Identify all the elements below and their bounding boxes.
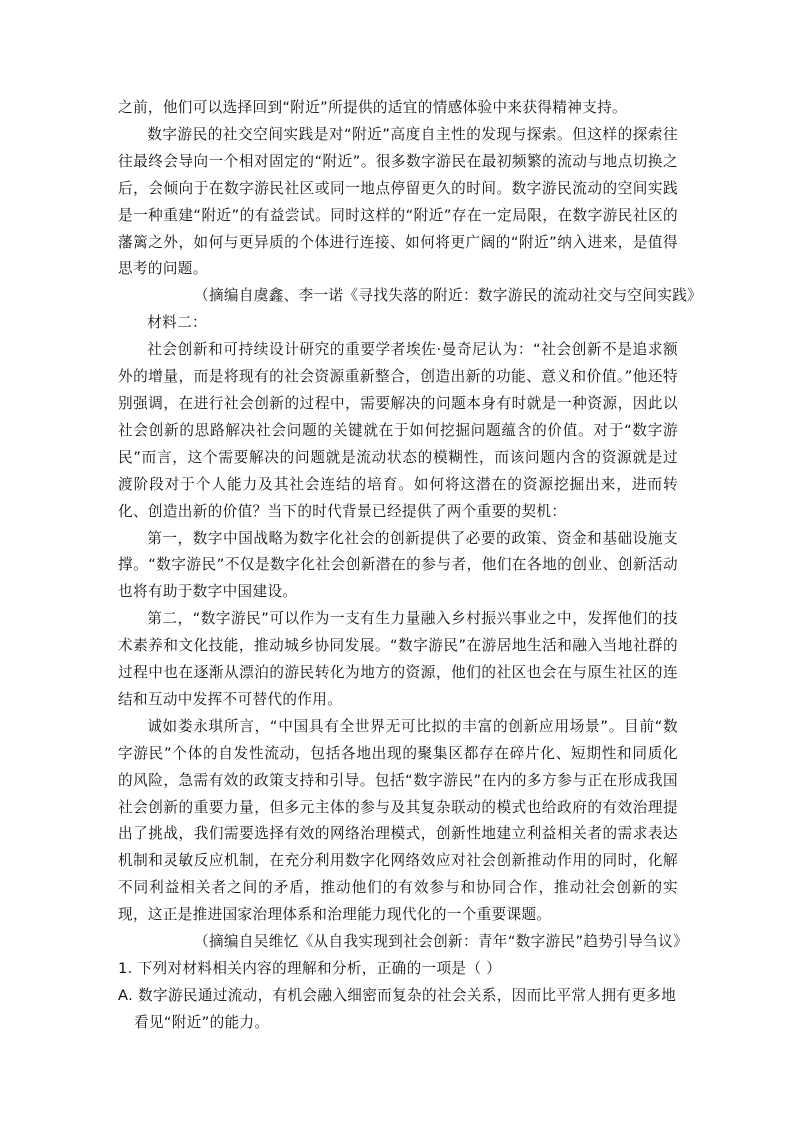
document-body [118, 95, 703, 1037]
material-two-heading: 材料二： [147, 314, 207, 332]
source-citation-2: （摘编自吴维忆《从自我实现到社会创新：青年“数字游民”趋势引导刍议》 [194, 933, 689, 951]
question-1-stem: 1. 下列对材料相关内容的理解和分析，正确的一项是（ ） [118, 960, 502, 977]
paragraph-social-innovation: 社会创新和可持续设计研究的重要学者埃佐·曼奇尼认为：“社会创新不是追求额外的增量，而是将现有的社会资源重新整合，创造出新的功能、意义和价值。”他还特别强调，在进行社会创新的过程中，需要解决的问题本身有时就是一种资源，因此以社会创新的思路解决社会问题的关键就在于如何挖掘问题蕴含的价值。对于“数字游民”而言，这个需要解决的问题就是流动状态的模糊性，而该问题内含的资源就是过渡阶段对于个人能力及其社会连结的培育。如何将这潜在的资源挖掘出来，进而转化、创造出新的价值？当下的时代背景已经提供了两个重要的契机： [118, 341, 678, 520]
paragraph-governance: 诚如娄永琪所言，“中国具有全世界无可比拟的丰富的创新应用场景”。目前“数字游民”个体的自发性流动，包括各地出现的聚集区都存在碎片化、短期性和同质化的风险，急需有效的政策支持和引导。包括“数字游民”在内的多方参与正在形成我国社会创新的重要力量，但多元主体的参与及其复杂联动的模式也给政府的有效治理提出了挑战，我们需要选择有效的网络治理模式，创新性地建立利益相关者的需求表达机制和灵敏反应机制，在充分利用数字化网络效应对社会创新推动作用的同时，化解不同利益相关者之间的矛盾，推动他们的有效参与和协同合作，推动社会创新的实现，这正是推进国家治理体系和治理能力现代化的一个重要课题。 [118, 717, 678, 924]
paragraph-spatial-practice: 数字游民的社交空间实践是对“附近”高度自主性的发现与探索。但这样的探索往往最终会导向一个相对固定的“附近”。很多数字游民在最初频繁的流动与地点切换之后，会倾向于在数字游民社区或同一地点停留更久的时间。数字游民流动的空间实践是一种重建“附近”的有益尝试。同时这样的“附近”存在一定局限，在数字游民社区的藩篱之外，如何与更异质的个体进行连接、如何将更广阔的“附近”纳入进来，是值得思考的问题。 [118, 125, 678, 278]
paragraph-continuation: 之前，他们可以选择回到“附近”所提供的适宜的情感体验中来获得精神支持。 [118, 99, 627, 116]
question-1-option-a: A. 数字游民通过流动，有机会融入细密而复杂的社会关系，因而比平常人拥有更多地看见“附近”的能力。 [118, 986, 677, 1031]
paragraph-second-opportunity: 第二，“数字游民”可以作为一支有生力量融入乡村振兴事业之中，发挥他们的技术素养和文化技能，推动城乡协同发展。“数字游民”在游居地生活和融入当地社群的过程中也在逐渐从漂泊的游民转化为地方的资源，他们的社区也会在与原生社区的连结和互动中发挥不可替代的作用。 [118, 610, 678, 708]
paragraph-first-opportunity: 第一，数字中国战略为数字化社会的创新提供了必要的政策、资金和基础设施支撑。“数字游民”不仅是数字化社会创新潜在的参与者，他们在各地的创业、创新活动也将有助于数字中国建设。 [118, 529, 678, 601]
source-citation-1: （摘编自虞鑫、李一诺《寻找失落的附近：数字游民的流动社交与空间实践》 [194, 287, 703, 305]
